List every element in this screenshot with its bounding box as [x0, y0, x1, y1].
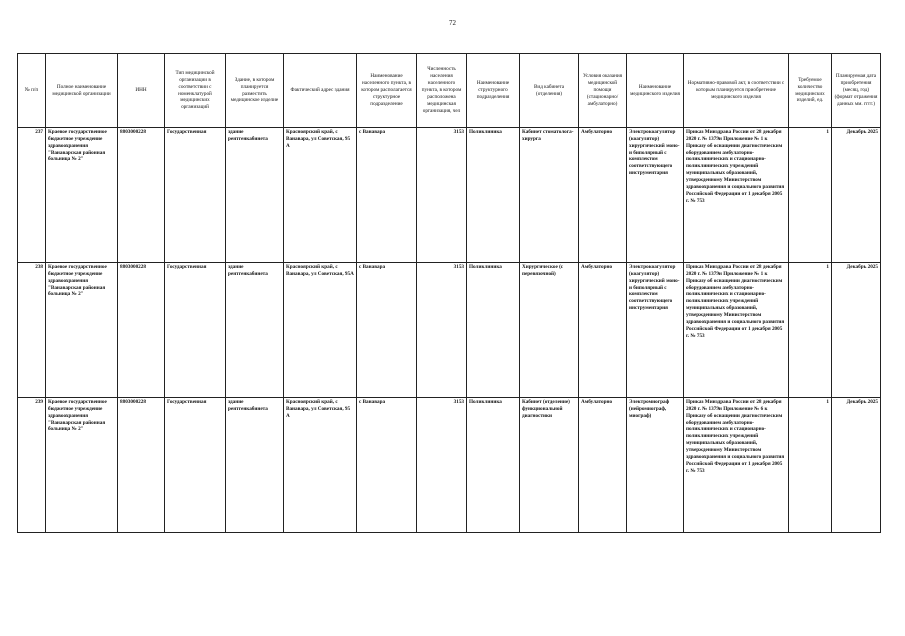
- building-cell: здание рентгенкабинета: [226, 398, 284, 533]
- header-cell: Требуемое количество медицинских изделий, ед.: [789, 54, 832, 128]
- cabinet-cell: Кабинет стоматолога-хирурга: [520, 128, 579, 263]
- organization-type: Государственная: [165, 128, 226, 263]
- settlement-cell: с Ванавара: [357, 263, 417, 398]
- inn-cell: 8803000228: [118, 128, 165, 263]
- table-row: [18, 263, 881, 398]
- inn-cell: 8803000228: [118, 398, 165, 533]
- row-number: 239: [18, 398, 46, 533]
- header-cell: ИНН: [118, 54, 165, 128]
- address-cell: Красноярский край, с Ванавара, ул Советская, 95А: [284, 263, 357, 398]
- row-number: 238: [18, 263, 46, 398]
- quantity-cell: 1: [789, 263, 832, 398]
- population-cell: 3153: [417, 263, 467, 398]
- header-cell: Численность населения населенного пункта, в котором расположена медицинская организация, чел: [417, 54, 467, 128]
- building-cell: здание рентгенкабинета: [226, 128, 284, 263]
- cabinet-cell: Кабинет (отделение) функциональной диагностики: [520, 398, 579, 533]
- header-cell: Наименование структурного подразделения: [467, 54, 520, 128]
- device-cell: Электрокоагулятор (коагулятор) хирургический моно- и биполярный с комплектом соответствующего инструментария: [627, 263, 684, 398]
- table-row: [18, 398, 881, 533]
- header-cell: № п/п: [18, 54, 46, 128]
- unit-cell: Поликлиника: [467, 263, 520, 398]
- quantity-cell: 1: [789, 128, 832, 263]
- address-cell: Красноярский край, с Ванавара, ул Советская, 95 А: [284, 128, 357, 263]
- header-cell: Условия оказания медицинской помощи (стационарно/ амбулаторно): [579, 54, 627, 128]
- table-header-row: [18, 54, 881, 128]
- unit-cell: Поликлиника: [467, 128, 520, 263]
- settlement-cell: с Ванавара: [357, 398, 417, 533]
- cabinet-cell: Хирургическое (с перевязочной): [520, 263, 579, 398]
- quantity-cell: 1: [789, 398, 832, 533]
- settlement-cell: с Ванавара: [357, 128, 417, 263]
- device-cell: Электромиограф (нейромиограф, миограф): [627, 398, 684, 533]
- planned-date-cell: Декабрь 2025: [832, 128, 881, 263]
- header-cell: Нормативно-правовой акт, в соответствии с которым планируется приобретение медицинского изделия: [684, 54, 789, 128]
- planned-date-cell: Декабрь 2025: [832, 398, 881, 533]
- header-cell: Наименование населенного пункта, в котором располагается структурное подразделение: [357, 54, 417, 128]
- header-cell: Тип медицинской организации в соответствии с номенклатурой медицинских организаций: [165, 54, 226, 128]
- page-number: 72: [449, 19, 456, 27]
- legal-act-cell: Приказ Минздрава России от 28 декабря 2020 г. № 1379н Приложение № 1 к Приказу об оснащении диагностическим оборудованием амбулаторно-поликлинических и стационарно-поликлинических учреждений муниципальных образований, утвержденному Министерством здравоохранения и социального развития Российской Федерации от 1 декабря 2005 г. № 753: [684, 263, 789, 398]
- organization-name: Краевое государственное бюджетное учреждение здравоохранения "Ванаварская районная больница № 2": [46, 398, 118, 533]
- conditions-cell: Амбулаторно: [579, 398, 627, 533]
- population-cell: 3153: [417, 128, 467, 263]
- legal-act-cell: Приказ Минздрава России от 28 декабря 2020 г. № 1379н Приложение № 6 к Приказу об оснащении диагностическим оборудованием амбулаторно-поликлинических и стационарно-поликлинических учреждений муниципальных образований, утвержденному Министерством здравоохранения и социального развития Российской Федерации от 1 декабря 2005 г. № 753: [684, 398, 789, 533]
- conditions-cell: Амбулаторно: [579, 128, 627, 263]
- organization-name: Краевое государственное бюджетное учреждение здравоохранения "Ванаварская районная больница № 2": [46, 263, 118, 398]
- conditions-cell: Амбулаторно: [579, 263, 627, 398]
- building-cell: здание рентгенкабинета: [226, 263, 284, 398]
- row-number: 237: [18, 128, 46, 263]
- header-cell: Здание, в котором планируется разместить медицинское изделие: [226, 54, 284, 128]
- organization-type: Государственная: [165, 398, 226, 533]
- planned-date-cell: Декабрь 2025: [832, 263, 881, 398]
- legal-act-cell: Приказ Минздрава России от 28 декабря 2020 г. № 1379н Приложение № 1 к Приказу об оснащении диагностическим оборудованием амбулаторно-поликлинических и стационарно-поликлинических учреждений муниципальных образований, утвержденному Министерством здравоохранения и социального развития Российской Федерации от 1 декабря 2005 г. № 753: [684, 128, 789, 263]
- table-row: [18, 128, 881, 263]
- population-cell: 3153: [417, 398, 467, 533]
- organization-name: Краевое государственное бюджетное учреждение здравоохранения "Ванаварская районная больница № 2": [46, 128, 118, 263]
- header-cell: Вид кабинета (отделения): [520, 54, 579, 128]
- unit-cell: Поликлиника: [467, 398, 520, 533]
- device-cell: Электрокоагулятор (коагулятор) хирургический моно- и биполярный с комплектом соответствующего инструментария: [627, 128, 684, 263]
- equipment-table: [17, 53, 881, 533]
- header-cell: Фактический адрес здания: [284, 54, 357, 128]
- organization-type: Государственная: [165, 263, 226, 398]
- header-cell: Наименование медицинского изделия: [627, 54, 684, 128]
- header-cell: Полное наименование медицинской организации: [46, 54, 118, 128]
- address-cell: Красноярский край, с Ванавара, ул Советская, 95 А: [284, 398, 357, 533]
- header-cell: Планируемая дата приобретения (месяц, год) (формат отражения данных мм. гггг.): [832, 54, 881, 128]
- inn-cell: 8803000228: [118, 263, 165, 398]
